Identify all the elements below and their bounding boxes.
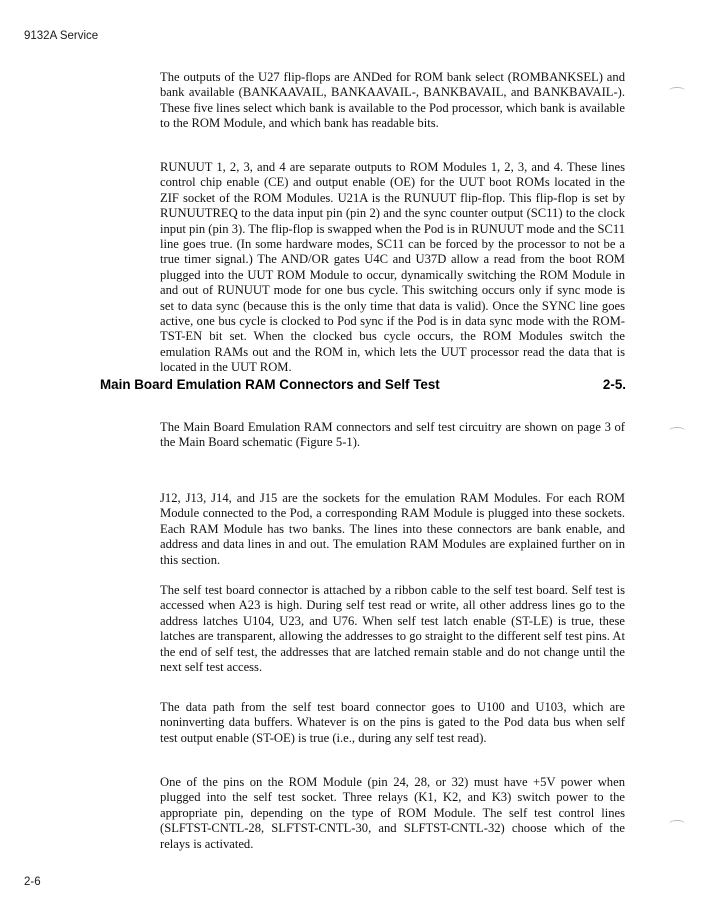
running-header: 9132A Service	[24, 30, 99, 42]
paragraph-data-path	[160, 700, 625, 746]
paragraph-schematic-reference	[160, 420, 625, 451]
paragraph-rom-bank-select	[160, 70, 625, 132]
margin-scan-mark	[669, 427, 685, 434]
paragraph-text: The data path from the self test board connector goes to U100 and U103, which are noninverting data buffers. Whatever is on the pins is gated to the Pod data bus when self test output enable (ST-OE) is true (i.e., during any self test read).	[160, 700, 625, 745]
paragraph-relays	[160, 775, 625, 852]
paragraph-text: J12, J13, J14, and J15 are the sockets for the emulation RAM Modules. For each ROM Module connected to the Pod, a corresponding RAM Module is plugged into these sockets. Each RAM Module has two banks. The lines into these connectors are bank enable, and address and data lines in and out. The emulation RAM Modules are explained further on in this section.	[160, 491, 625, 567]
paragraph-text: The self test board connector is attached by a ribbon cable to the self test board. Self test is accessed when A23 is high. During self test read or write, all other address lines go to the address latches U104, U23, and U76. When self test latch enable (ST-LE) is true, these latches are transparent, allowing the addresses to go straight to the different self test pins. At the end of self test, the addresses that are latched remain stable and do not change until the next self test access.	[160, 583, 625, 675]
paragraph-runuut	[160, 160, 625, 376]
margin-scan-mark	[669, 87, 685, 94]
paragraph-text: One of the pins on the ROM Module (pin 24, 28, or 32) must have +5V power when plugged into the self test socket. Three relays (K1, K2, and K3) switch power to the appropriate pin, depending on the type of ROM Module. The self test control lines (SLFTST-CNTL-28, SLFTST-CNTL-30, and SLFTST-CNTL-32) choose which of the relays is activated.	[160, 775, 625, 851]
paragraph-self-test-connector	[160, 583, 625, 675]
paragraph-text: The Main Board Emulation RAM connectors and self test circuitry are shown on page 3 of the Main Board schematic (Figure 5-1).	[160, 420, 625, 450]
page-number: 2-6	[24, 876, 41, 888]
section-heading	[100, 377, 626, 392]
paragraph-text: The outputs of the U27 flip-flops are ANDed for ROM bank select (ROMBANKSEL) and bank available (BANKAAVAIL, BANKAAVAIL-, BANKBAVAIL, and BANKBAVAIL-). These five lines select which bank is available to the Pod processor, which bank is available to the ROM Module, and which bank has readable bits.	[160, 70, 625, 131]
paragraph-text: RUNUUT 1, 2, 3, and 4 are separate outputs to ROM Modules 1, 2, 3, and 4. These lines control chip enable (CE) and output enable (OE) for the UUT boot ROMs located in the ZIF socket of the ROM Modules. U21A is the RUNUUT flip-flop. This flip-flop is set by RUNUUTREQ to the data input pin (pin 2) and the sync counter output (SC11) to the clock input pin (pin 3). The flip-flop is swapped when the Pod is in RUNUUT mode and the SC11 line goes true. (In some hardware modes, SC11 can be forced by the processor to not be a true timer signal.) The AND/OR gates U4C and U37D allow a read from the boot ROM plugged into the UUT ROM Module to occur, dynamically switching the ROM Module in and out of RUNUUT mode for one bus cycle. This switching occurs only if sync mode is set to data sync (because this is the only time that data is valid). Once the SYNC line goes active, one bus cycle is clocked to Pod sync if the Pod is in data sync mode with the ROM-TST-EN bit set. When the clocked bus cycle occurs, the ROM Modules switch the emulation RAMs out and the ROM in, which lets the UUT processor read the data that is located in the UUT ROM.	[160, 160, 625, 375]
section-title: Main Board Emulation RAM Connectors and Self Test	[100, 377, 440, 392]
paragraph-emulation-ram-sockets	[160, 491, 625, 568]
margin-scan-mark	[669, 820, 685, 827]
section-number: 2-5.	[602, 377, 626, 392]
